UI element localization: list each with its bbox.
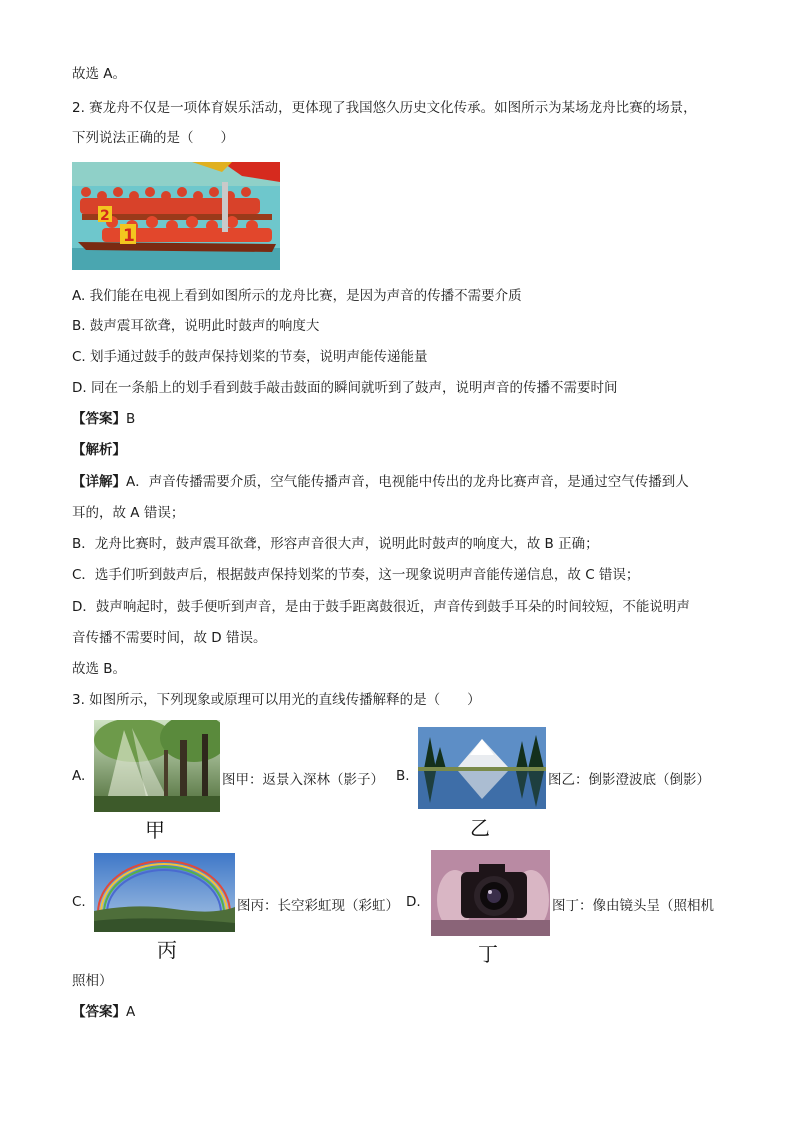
q3-option-c-label: 图丙：长空彩虹现（彩虹） (237, 898, 399, 914)
q3-option-c-letter: C. (72, 894, 86, 910)
q3-answer (72, 1002, 135, 1022)
q2-option-c: C. 划手通过鼓手的鼓声保持划桨的节奏，说明声能传递能量 (72, 349, 428, 365)
q2-detail-line5: D．鼓声响起时，鼓手便听到声音，是由于鼓手距离鼓很近，声音传到鼓手耳朵的时间较短，不能说明声 (72, 599, 690, 615)
detail-text: A．声音传播需要介质，空气能传播声音，电视能中传出的龙舟比赛声音，是通过空气传播到人 (126, 474, 689, 490)
answer-value: A (126, 1004, 136, 1020)
q3-option-b-caption: 乙 (470, 816, 490, 840)
q2-stem-line1: 2. 赛龙舟不仅是一项体育娱乐活动，更体现了我国悠久历史文化传承。如图所示为某场龙舟比赛的场景， (72, 100, 697, 116)
camera-photo (431, 850, 550, 936)
q3-option-a-letter: A. (72, 768, 86, 784)
detail-tag: 【详解】 (72, 474, 126, 490)
q3-option-d-caption: 丁 (478, 942, 498, 966)
prev-conclusion: 故选 A。 (72, 66, 127, 82)
q3-option-d-letter: D. (406, 894, 421, 910)
q3-option-d-label: 图丁：像由镜头呈（照相机 (552, 898, 714, 914)
q2-detail-line3: B．龙舟比赛时，鼓声震耳欲聋，形容声音很大声，说明此时鼓声的响度大，故 B 正确； (72, 536, 599, 552)
q3-option-c-caption: 丙 (157, 938, 177, 962)
q2-detail-line4: C．选手们听到鼓声后，根据鼓声保持划桨的节奏，这一现象说明声音能传递信息，故 C 错误； (72, 567, 640, 583)
q3-wrap-text: 照相） (72, 973, 113, 989)
q2-option-d: D. 同在一条船上的划手看到鼓手敲击鼓面的瞬间就听到了鼓声，说明声音的传播不需要时间 (72, 380, 618, 396)
q3-option-a-label: 图甲：返景入深林（影子） (222, 772, 384, 788)
dragon-boat-photo (72, 162, 280, 270)
q3-option-a-caption: 甲 (145, 818, 165, 842)
q3-option-b-label: 图乙：倒影澄波底（倒影） (548, 772, 710, 788)
q2-detail-line6: 音传播不需要时间，故 D 错误。 (72, 630, 267, 646)
q2-answer (72, 409, 135, 429)
q2-detail-line1 (72, 472, 689, 492)
answer-tag: 【答案】 (72, 411, 126, 427)
q3-stem: 3. 如图所示，下列现象或原理可以用光的直线传播解释的是（ ） (72, 692, 481, 708)
q2-detail-line2: 耳的，故 A 错误； (72, 505, 185, 521)
answer-value: B (126, 411, 136, 427)
q2-stem-line2: 下列说法正确的是（ ） (72, 130, 234, 146)
rainbow-photo (94, 853, 235, 932)
mountain-reflection-photo (418, 727, 546, 809)
q2-analysis-tag: 【解析】 (72, 442, 126, 458)
q2-option-b: B. 鼓声震耳欲聋，说明此时鼓声的响度大 (72, 318, 320, 334)
q2-conclusion: 故选 B。 (72, 661, 127, 677)
q2-option-a: A. 我们能在电视上看到如图所示的龙舟比赛，是因为声音的传播不需要介质 (72, 288, 522, 304)
q3-option-b-letter: B. (396, 768, 410, 784)
boat-1-number: 1 (123, 226, 135, 246)
boat-2-number: 2 (100, 208, 110, 224)
answer-tag: 【答案】 (72, 1004, 126, 1020)
forest-sunbeam-photo (94, 720, 220, 812)
